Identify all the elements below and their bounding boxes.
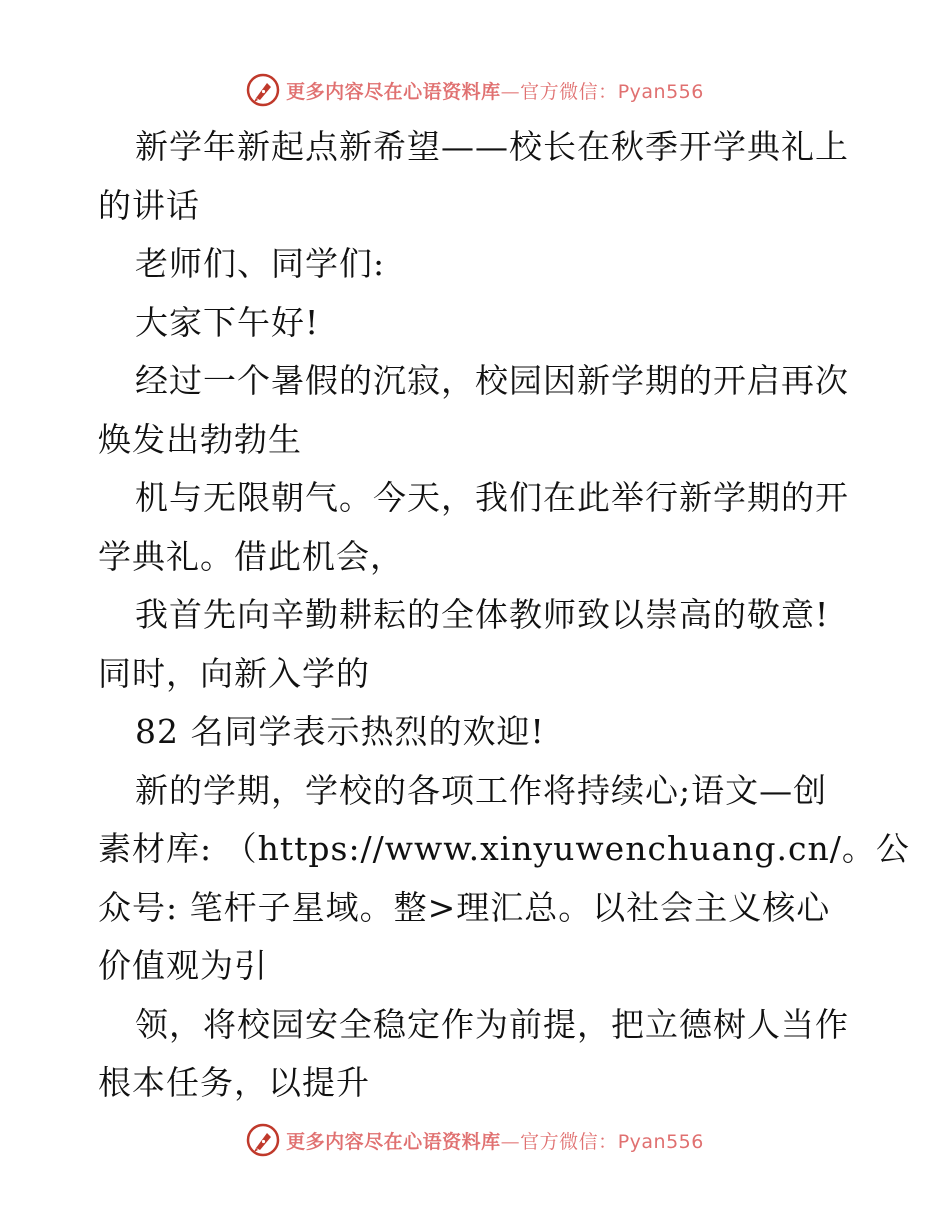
banner-text: [286, 77, 704, 104]
text-line: 的讲话: [98, 185, 200, 225]
text-line: 根本任务，以提升: [98, 1063, 370, 1102]
text-line: 82 名同学表示热烈的欢迎!: [135, 712, 545, 751]
header-banner: [0, 70, 950, 110]
footer-banner: [0, 1120, 950, 1160]
banner-wechat-label: 官方微信：: [520, 80, 618, 103]
text-line: 领，将校园安全稳定作为前提，把立德树人当作: [135, 1004, 849, 1044]
text-line: 新学年新起点新希望——校长在秋季开学典礼上: [135, 127, 849, 166]
text-line: 同时，向新入学的: [98, 653, 370, 693]
banner-text: [286, 1127, 704, 1154]
text-line: 我首先向辛勤耕耘的全体教师致以崇高的敬意!: [135, 595, 830, 634]
banner-site-text: 更多内容尽在心语资料库: [286, 1130, 501, 1153]
text-line: 机与无限朝气。今天，我们在此举行新学期的开: [135, 478, 849, 517]
text-line: 经过一个暑假的沉寂，校园因新学期的开启再次: [135, 361, 849, 400]
pen-nib-logo-icon: [246, 1123, 280, 1157]
banner-wechat-id: Pyan556: [617, 80, 704, 103]
document-body: [98, 118, 910, 1113]
text-line: 老师们、同学们:: [135, 244, 386, 283]
text-line: 众号: 笔杆子星域。整>理汇总。以社会主义核心: [98, 887, 831, 927]
banner-separator: —: [500, 1130, 521, 1153]
text-line: 新的学期，学校的各项工作将持续心;语文—创: [135, 770, 828, 810]
banner-site-text: 更多内容尽在心语资料库: [286, 80, 501, 103]
text-line: 大家下午好!: [135, 302, 320, 342]
banner-wechat-id: Pyan556: [617, 1130, 704, 1153]
text-line: 学典礼。借此机会，: [98, 536, 404, 576]
text-line: 焕发出勃勃生: [98, 419, 302, 459]
pen-nib-logo-icon: [246, 73, 280, 107]
banner-wechat-label: 官方微信：: [520, 1130, 618, 1153]
banner-separator: —: [500, 80, 521, 103]
text-line: 价值观为引: [98, 946, 268, 985]
text-line: 素材库: （https://www.xinyuwenchuang.cn/。公: [98, 829, 910, 868]
